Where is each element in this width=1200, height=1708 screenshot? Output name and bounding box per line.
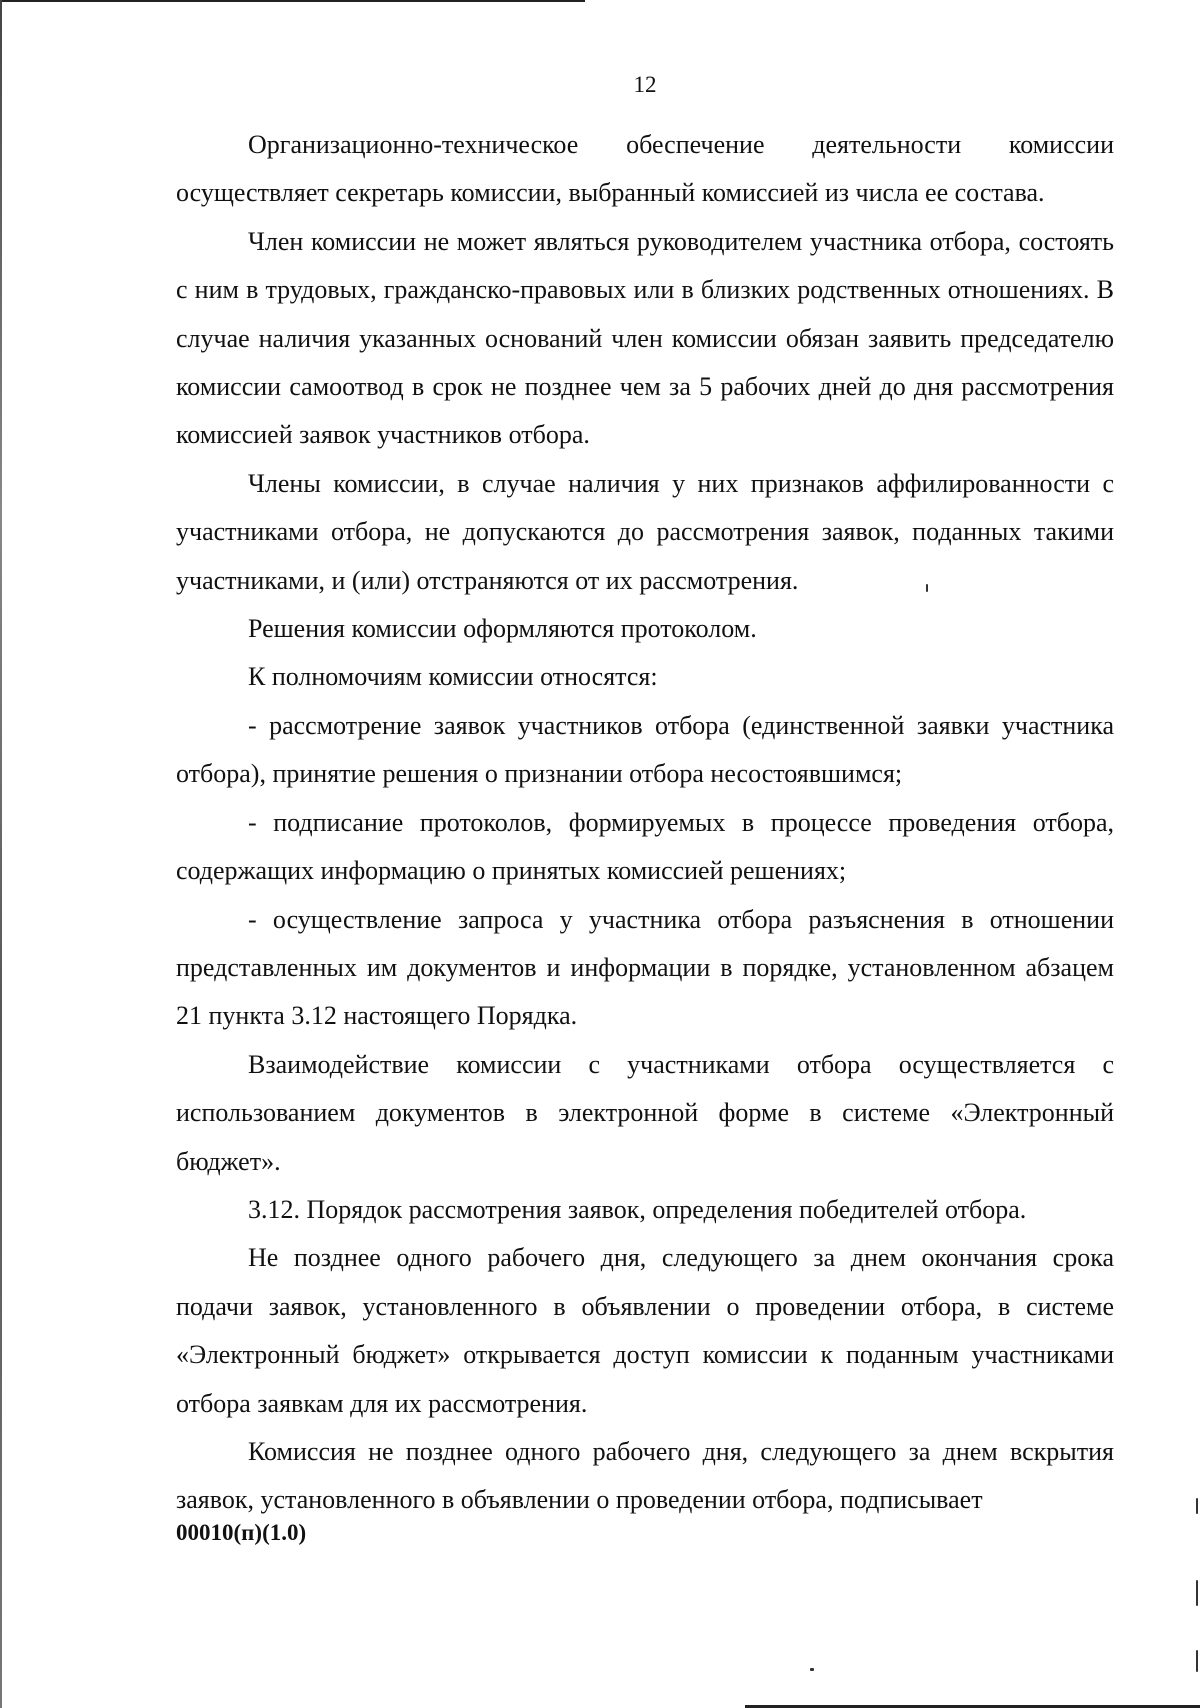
paragraph: 3.12. Порядок рассмотрения заявок, определения победителей отбора. (248, 1194, 1027, 1224)
scan-speck (1196, 1498, 1198, 1514)
paragraph: К полномочиям комиссии относятся: (248, 662, 658, 692)
scan-speck (1196, 1580, 1198, 1606)
paragraph: Члены комиссии, в случае наличия у них признаков аффилированности с участниками отбора, не допускаются до рассмотрения заявок, поданных такими участниками, и (или) отстраняются от их рассмотрения. (176, 468, 1114, 595)
paragraph: Решения комиссии оформляются протоколом. (248, 614, 757, 644)
scan-edge-left (0, 0, 2, 1708)
paragraph: - рассмотрение заявок участников отбора (единственной заявки участника отбора), принятие решения о признании отбора несостоявшимся; (176, 710, 1114, 789)
paragraph: Организационно-техническое обеспечение деятельности комиссии осуществляет секретарь комиссии, выбранный комиссией из числа ее состава. (176, 130, 1114, 208)
paragraph: Комиссия не позднее одного рабочего дня, следующего за днем вскрытия заявок, установленного в объявлении о проведении отбора, подписывает (176, 1436, 1114, 1515)
page-number: 12 (633, 72, 657, 97)
footer-document-code: 00010(п)(1.0) (176, 1520, 307, 1545)
scan-speck (810, 1668, 814, 1671)
scan-edge-top (0, 0, 585, 2)
scan-speck (926, 584, 928, 592)
paragraph: - осуществление запроса у участника отбора разъяснения в отношении представленных им документов и информации в порядке, установленном абзацем 21 пункта 3.12 настоящего Порядка. (176, 904, 1114, 1031)
scan-speck (1196, 1650, 1198, 1672)
paragraph: Взаимодействие комиссии с участниками отбора осуществляется с использованием документов в электронной форме в системе «Электронный бюджет». (176, 1049, 1114, 1176)
paragraph: Не позднее одного рабочего дня, следующего за днем окончания срока подачи заявок, установленного в объявлении о проведении отбора, в системе «Электронный бюджет» открывается доступ комиссии к поданным участниками отбора заявкам для их рассмотрения. (176, 1243, 1114, 1418)
paragraph: Член комиссии не может являться руководителем участника отбора, состоять с ним в трудовых, гражданско-правовых или в близких родственных отношениях. В случае наличия указанных оснований член комиссии обязан заявить председателю комиссии самоотвод в срок не позднее чем за 5 рабочих дней до дня рассмотрения комиссией заявок участников отбора. (176, 226, 1114, 450)
paragraph: - подписание протоколов, формируемых в процессе проведения отбора, содержащих информацию о принятых комиссией решениях; (176, 807, 1114, 886)
document-body (176, 121, 1114, 1525)
